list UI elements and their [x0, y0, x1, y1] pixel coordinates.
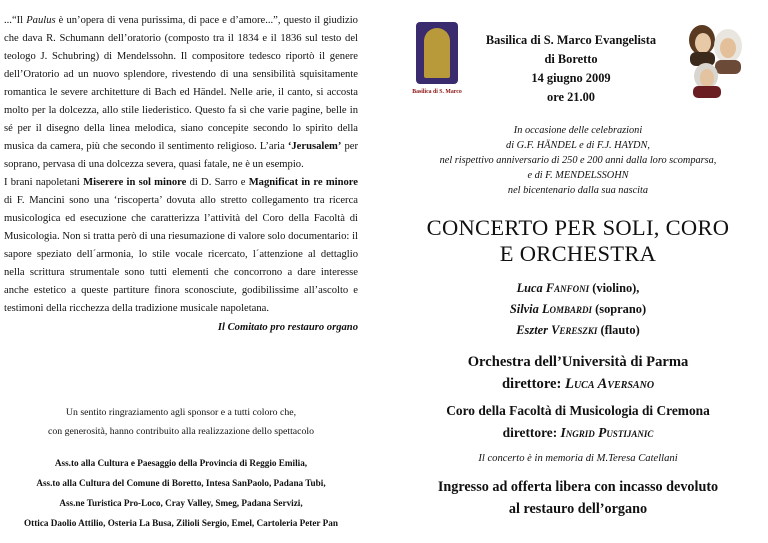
venue-town: di Boretto: [544, 52, 598, 66]
soloist-last-name: ereszki: [559, 323, 598, 337]
soloist-first-name: Eszter: [516, 323, 548, 337]
admission-line: al restauro dell’organo: [508, 501, 648, 517]
occasion-line: In occasione delle celebrazioni: [513, 125, 643, 136]
composer-portraits-image: [682, 22, 746, 98]
soloist-last-name: anfoni: [554, 281, 590, 295]
soloist-last-name: ombardi: [549, 302, 593, 316]
logo-emblem: [416, 22, 458, 84]
text: per soprano, pervasa di una dolcezza severa, quasi fatale, ne è un esempio.: [4, 141, 358, 170]
soloist-role: (violino),: [592, 281, 640, 295]
event-header: [468, 31, 674, 107]
program-notes-paragraph-1: [4, 12, 358, 174]
admission-line: Ingresso ad offerta libera con incasso devoluto: [437, 479, 719, 495]
occasion-line: di G.F. HÄNDEL e di F.J. HAYDN,: [506, 140, 650, 151]
concert-title: [398, 215, 758, 267]
orchestra-block: [398, 351, 758, 395]
event-time: ore 21.00: [547, 90, 595, 104]
title-line: E ORCHESTRA: [499, 241, 657, 266]
sponsor-line: Ass.to alla Cultura del Comune di Boretto, Intesa SanPaolo, Padana Tubi,: [36, 478, 326, 488]
admission-note: [398, 476, 758, 520]
occasion-line: nel rispettivo anniversario di 250 e 200 anni dalla loro scomparsa,: [439, 155, 717, 166]
composer-portraits: [682, 22, 746, 98]
work-title: Magnificat in re minore: [248, 177, 359, 188]
text: I brani napoletani: [4, 177, 84, 188]
director-first-name: Ingrid: [560, 425, 595, 440]
title-line: CONCERTO PER SOLI, CORO: [426, 215, 730, 240]
soloist: [398, 278, 758, 299]
logo-caption: Basilica di S. Marco: [412, 89, 462, 95]
venue-name: Basilica di S. Marco Evangelista: [485, 33, 657, 47]
work-title: Miserere in sol minore: [83, 177, 187, 188]
work-title: Paulus: [26, 15, 56, 26]
soloist: [398, 320, 758, 341]
choir-director: [398, 422, 758, 444]
soloist-first-name: Silvia: [509, 302, 539, 316]
occasion-line: e di F. MENDELSSOHN: [527, 170, 629, 181]
thanks-note: [4, 403, 358, 441]
choir-block: [398, 400, 758, 444]
soloist-first-name: Luca: [516, 281, 543, 295]
soloist: [398, 299, 758, 320]
text: di F. Mancini sono una ‘riscoperta’ dovuta allo stretto collegamento tra ricerca musicologica ed esecuzione che caratterizza l’attività del Coro della Facoltà di Musicologia. Non si tratta però di una riesumazione di valore solo documentario: il sapore speziato dell´armonia, lo stile vocale ricercato, l´attenzione al dettaglio nella scrittura strumentale sono tutti elementi che concorrono a dare interesse anche estetico a queste partiture finora sconosciute, godibilissime all’ascolto e testimoni della ricchezza della tradizione musicale napoletana.: [4, 195, 358, 314]
orchestra-director: [398, 373, 758, 395]
soloist-last-initial: F: [545, 281, 555, 295]
thanks-line: con generosità, hanno contribuito alla realizzazione dello spettacolo: [47, 426, 315, 437]
memorial-note: Il concerto è in memoria di M.Teresa Catellani: [478, 453, 678, 464]
left-column: [4, 12, 358, 337]
text: di D. Sarro e: [186, 177, 249, 188]
soloist-role: (flauto): [600, 323, 640, 337]
choir-name: Coro della Facoltà di Musicologia di Cremona: [446, 403, 710, 418]
soloists: [398, 278, 758, 341]
soloist-last-initial: V: [551, 323, 560, 337]
event-date: 14 giugno 2009: [531, 71, 611, 85]
organ-pipes-icon: [424, 28, 450, 78]
committee-signature: Il Comitato pro restauro organo: [217, 322, 358, 333]
aria-title: ‘Jerusalem’: [287, 141, 342, 152]
sponsor-line: Ottica Daolio Attilio, Osteria La Busa, Zilioli Sergio, Emel, Cartoleria Peter Pan: [24, 518, 338, 528]
program-notes-paragraph-2: [4, 174, 358, 318]
occasion-text: [398, 123, 758, 198]
soloist-last-initial: L: [541, 302, 550, 316]
director-label: direttore:: [501, 376, 562, 392]
director-last-name: ustijanic: [606, 425, 654, 440]
text: è un’opera di vena purissima, di pace e d’amore...”, questo il giudizio che dava R. Schumann dell’oratorio (composto tra il 1834 e il 1836 sul testo del teologo J. Schubring) di Mendelssohn. Il compositore tedesco riportò il genere dell’Oratorio ad un nuovo splendore, rivestendo di una sensibilità squisitamente romantica le severe architetture di Bach ed Händel. Nelle arie, il canto, si accosta molto per la dolcezza, allo stile liederistico. Questo fa sì che varie pagine, belle in sé per il disegno della linea melodica, siano concepite secondo lo spirito della musica da camera, più che secondo il sentimento religioso. L’aria: [4, 15, 358, 152]
sponsor-line: Ass.ne Turistica Pro-Loco, Cray Valley, Smeg, Padana Servizi,: [59, 498, 303, 508]
occasion-line: nel bicentenario dalla sua nascita: [507, 185, 649, 196]
director-last-initial: P: [598, 425, 607, 440]
director-first-name: Luca: [565, 376, 595, 392]
sponsor-line: Ass.to alla Cultura e Paesaggio della Provincia di Reggio Emilia,: [54, 458, 308, 468]
basilica-logo: [412, 22, 462, 102]
soloist-role: (soprano): [595, 302, 647, 316]
director-last-initial: A: [597, 376, 608, 392]
sponsor-list: [4, 453, 358, 533]
director-last-name: versano: [607, 376, 655, 392]
director-label: direttore:: [502, 425, 558, 440]
thanks-line: Un sentito ringraziamento agli sponsor e a tutti coloro che,: [65, 407, 297, 418]
orchestra-name: Orchestra dell’Università di Parma: [467, 354, 689, 370]
text: ...“Il: [4, 15, 27, 26]
